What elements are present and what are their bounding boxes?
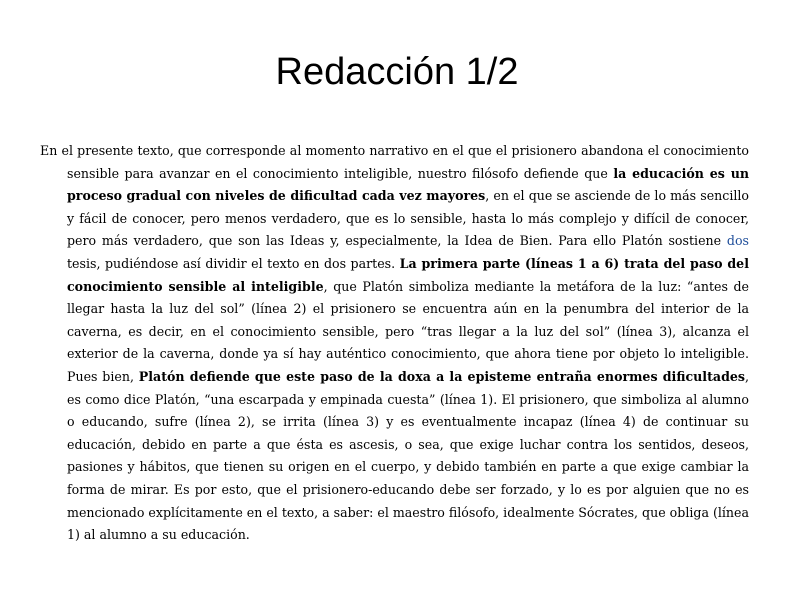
text-run: , en el que se asciende de lo más sencillo y fácil de conocer, pero menos verdadero, que es lo sensible, hasta lo más complejo y difícil de conocer, pero más verdadero, que son las Ideas y, especialmente, la Idea de Bien. Para ello Platón sostiene	[67, 188, 749, 249]
bold-text-run: La primera parte (líneas 1 a 6) trata del paso del conocimiento sensible al inteligible	[67, 255, 749, 294]
highlighted-text-run: dos	[726, 233, 749, 249]
text-run: tesis, pudiéndose así dividir el texto en dos partes.	[67, 255, 400, 271]
text-run: , que Platón simboliza mediante la metáfora de la luz: “antes de llegar hasta la luz del sol” (línea 2) el prisionero se encuentra aún en la penumbra del interior de la caverna, es decir, en el conocimiento sensible, pero “tras llegar a la luz del sol” (línea 3), alcanza el exterior de la caverna, donde ya sí hay auténtico conocimiento, que ahora tiene por objeto lo inteligible. Pues bien,	[67, 278, 749, 384]
text-run: En el presente texto, que corresponde al momento narrativo en el que el prisionero abandona el conocimiento sensible para avanzar en el conocimiento inteligible, nuestro filósofo defiende que	[40, 143, 749, 181]
text-run: , es como dice Platón, “una escarpada y empinada cuesta” (línea 1). El prisionero, que simboliza al alumno o educando, sufre (línea 2), se irrita (línea 3) y es eventualmente incapaz (línea 4) de continuar su educación, debido en parte a que ésta es ascesis, o sea, que exige luchar contra los sentidos, deseos, pasiones y hábitos, que tienen su origen en el cuerpo, y debido también en parte a que exige cambiar la forma de mirar. Es por esto, que el prisionero-educando debe ser forzado, y lo es por alguien que no es mencionado explícitamente en el texto, a saber: el maestro filósofo, idealmente Sócrates, que obliga (línea 1) al alumno a su educación.	[67, 368, 749, 543]
slide-title: Redacción 1/2	[275, 51, 519, 93]
bold-text-run: Platón defiende que este paso de la doxa a la episteme entraña enormes dificultades	[138, 368, 745, 384]
bold-text-run: la educación es un proceso gradual con niveles de dificultad cada vez mayores	[67, 165, 750, 204]
body-paragraph	[40, 140, 750, 547]
